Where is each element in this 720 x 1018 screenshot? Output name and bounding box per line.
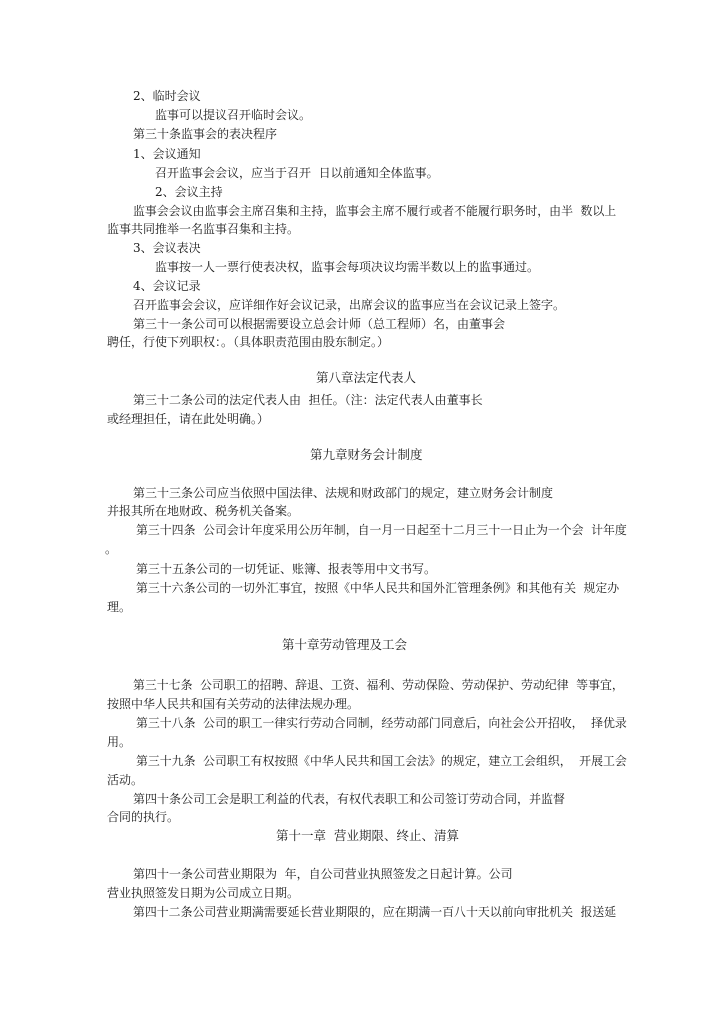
text-line: 3、会议表决 [133, 241, 201, 255]
text-line: 按照中华人民共和国有关劳动的法律法规办理。 [107, 697, 360, 711]
text-line: 第三十三条公司应当依照中国法律、法规和财政部门的规定，建立财务会计制度 [133, 486, 554, 500]
text-line: 第三十九条 公司职工有权按照《中华人民共和国工会法》的规定，建立工会组织， 开展工会 [136, 754, 627, 768]
text-line: 召开监事会会议，应详细作好会议记录，出席会议的监事应当在会议记录上签字。 [133, 298, 566, 312]
text-line: 第三十一条公司可以根据需要设立总会计师（总工程师）名，由董事会 [133, 317, 506, 331]
text-line: 第三十条监事会的表决程序 [133, 127, 278, 141]
text-line: 聘任，行使下列职权：。（具体职责范围由股东制定。） [107, 335, 390, 349]
text-line: 第三十二条公司的法定代表人由 担任。（注：法定代表人由董事长 [133, 393, 483, 407]
text-line: 理。 [107, 600, 132, 614]
text-line: 。 [105, 542, 118, 556]
text-line: 监事会会议由监事会主席召集和主持，监事会主席不履行或者不能履行职务时，由半 数以上 [133, 204, 617, 218]
text-line: 营业执照签发日期为公司成立日期。 [107, 886, 300, 900]
text-line: 第四十一条公司营业期限为 年，自公司营业执照签发之日起计算。公司 [133, 867, 513, 881]
text-line: 第三十六条公司的一切外汇事宜，按照《中华人民共和国外汇管理条例》和其他有关 规定办 [136, 581, 620, 595]
text-line: 监事共同推举一名监事召集和主持。 [107, 222, 300, 236]
text-line: 第三十五条公司的一切凭证、账簿、报表等用中文书写。 [136, 562, 437, 576]
text-line: 1、会议通知 [133, 147, 201, 161]
text-line: 第四十二条公司营业期满需要延长营业期限的，应在期满一百八十天以前向审批机关 报送延 [133, 905, 617, 919]
chapter-heading: 第十章劳动管理及工会 [282, 637, 408, 652]
text-line: 2、会议主持 [155, 185, 223, 199]
chapter-heading: 第十一章 营业期限、终止、清算 [276, 828, 459, 843]
text-line: 第三十八条 公司的职工一律实行劳动合同制，经劳动部门同意后，向社会公开招收， 择优录 [136, 716, 627, 730]
text-line: 监事按一人一票行使表决权，监事会每项决议均需半数以上的监事通过。 [155, 260, 540, 274]
text-line: 4、会议记录 [133, 279, 201, 293]
chapter-heading: 第九章财务会计制度 [310, 447, 423, 462]
text-line: 召开监事会会议，应当于召开 日以前通知全体监事。 [155, 166, 439, 180]
text-line: 2、临时会议 [133, 89, 201, 103]
text-line: 第三十七条 公司职工的招聘、辞退、工资、福利、劳动保险、劳动保护、劳动纪律 等事宜， [133, 678, 624, 692]
text-line: 第三十四条 公司会计年度采用公历年制，自一月一日起至十二月三十一日止为一个会 计年度 [136, 523, 627, 537]
text-line: 用。 [107, 735, 132, 749]
text-line: 并报其所在地财政、税务机关备案。 [107, 504, 300, 518]
chapter-heading: 第八章法定代表人 [316, 370, 417, 385]
text-line: 活动。 [107, 773, 144, 787]
text-line: 或经理担任，请在此处明确。） [107, 412, 270, 426]
text-line: 监事可以提议召开临时会议。 [155, 108, 312, 122]
text-line: 合同的执行。 [107, 810, 180, 824]
text-line: 第四十条公司工会是职工利益的代表，有权代表职工和公司签订劳动合同，并监督 [133, 792, 566, 806]
